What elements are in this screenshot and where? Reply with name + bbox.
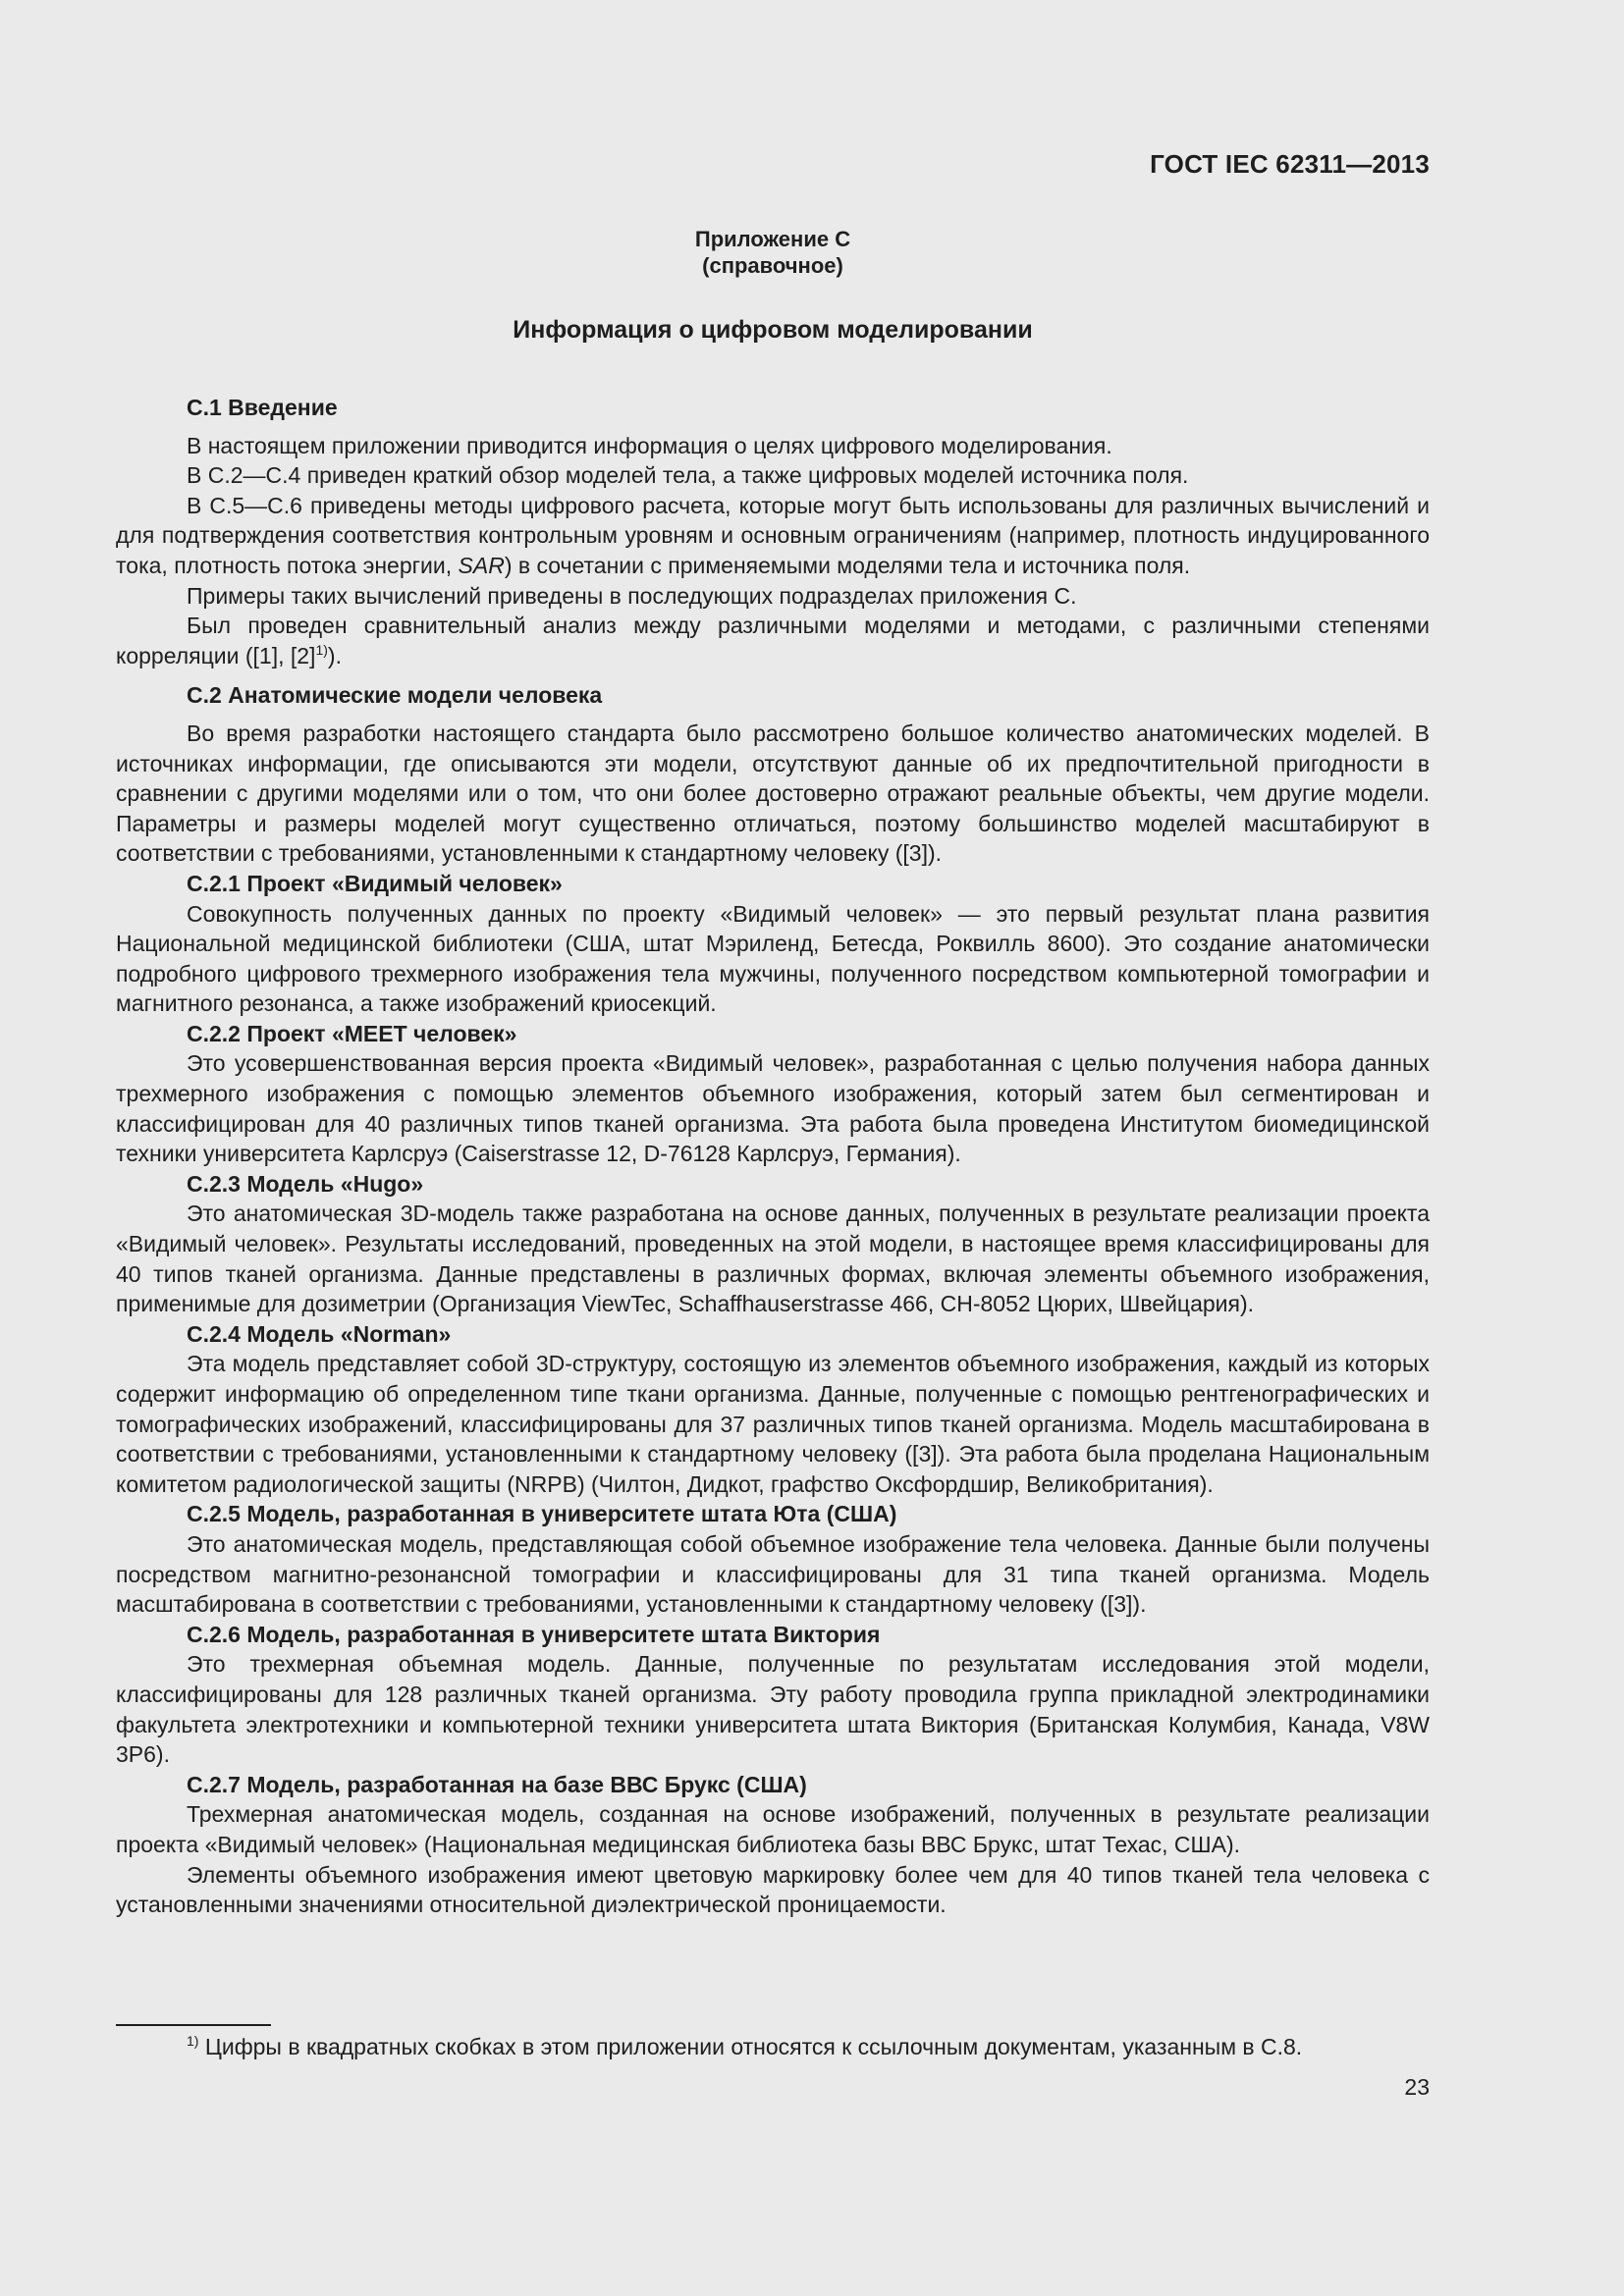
appendix-heading	[116, 226, 1430, 279]
paragraph: Элементы объемного изображения имеют цветовую маркировку более чем для 40 типов тканей тела человека с установленными значениями относительной диэлектрической проницаемости.	[116, 1861, 1430, 1918]
page-number: 23	[1404, 2074, 1430, 2100]
text-run: В С.5—С.6 приведены методы цифрового расчета, которые могут быть использованы для различных вычислений и для подтверждения соответствия контрольным уровням и основным ограничениям (например, плотность индуцированного тока, плотность потока энергии,	[116, 492, 1430, 578]
document-code: ГОСТ IEC 62311—2013	[1150, 149, 1430, 179]
subsection-heading: С.2.4 Модель «Norman»	[187, 1320, 452, 1347]
paragraph: В настоящем приложении приводится информация о целях цифрового моделирования.	[187, 432, 1112, 458]
subsection-heading: С.2.3 Модель «Hugo»	[187, 1170, 424, 1197]
paragraph: Это трехмерная объемная модель. Данные, полученные по результатам исследования этой модели, классифицированы для 128 различных тканей организма. Эту работу проводила группа прикладной электродинамики факультета электротехники и компьютерной техники университета штата Виктория (Британская Колумбия, Канада, V8W 3P6).	[116, 1651, 1430, 1768]
paragraph	[116, 491, 1430, 581]
footnote-reference: 1)	[315, 641, 328, 658]
footnote-text: Цифры в квадратных скобках в этом приложении относятся к ссылочным документам, указанным в С.8.	[198, 2034, 1303, 2059]
text-run: Был проведен сравнительный анализ между различными моделями и методами, с различными степенями корреляции ([1], [2]	[116, 613, 1430, 668]
footnote	[187, 2032, 1302, 2061]
appendix-type: (справочное)	[702, 253, 843, 278]
paragraph: Совокупность полученных данных по проекту «Видимый человек» — это первый результат плана развития Национальной медицинской библиотеки (США, штат Мэриленд, Бетесда, Роквилль 8600). Это создание анатомически подробного цифрового трехмерного изображения тела мужчины, полученного посредством компьютерной томографии и магнитного резонанса, а также изображений криосекций.	[116, 900, 1430, 1017]
text-run: ) в сочетании с применяемыми моделями тела и источника поля.	[504, 552, 1191, 578]
subsection-heading: С.2.7 Модель, разработанная на базе ВВС Брукс (США)	[187, 1771, 807, 1797]
document-page	[116, 0, 1430, 2296]
subsection-heading: С.2.2 Проект «MEET человек»	[187, 1020, 517, 1046]
paragraph: Трехмерная анатомическая модель, созданная на основе изображений, полученных в результате реализации проекта «Видимый человек» (Национальная медицинская библиотека базы ВВС Брукс, штат Техас, США).	[116, 1801, 1430, 1857]
subsection-heading: С.2.6 Модель, разработанная в университете штата Виктория	[187, 1621, 881, 1647]
footnote-mark: 1)	[187, 2033, 199, 2049]
section-heading: С.1 Введение	[187, 395, 338, 420]
paragraph: Это анатомическая 3D-модель также разработана на основе данных, полученных в результате реализации проекта «Видимый человек». Результаты исследований, проведенных на этой модели, в настоящее время классифицированы для 40 типов тканей организма. Данные представлены в различных формах, включая элементы объемного изображения, применимые для дозиметрии (Организация ViewTec, Schaffhauserstrasse 466, CH-8052 Цюрих, Швейцария).	[116, 1201, 1430, 1317]
paragraph	[116, 611, 1430, 670]
paragraph: Во время разработки настоящего стандарта было рассмотрено большое количество анатомических моделей. В источниках информации, где описываются эти модели, отсутствуют данные об их предпочтительной пригодности в сравнении с другими моделями или о том, что они более достоверно отражают реальные объекты, чем другие модели. Параметры и размеры моделей могут существенно отличаться, поэтому большинство моделей масштабируют в соответствии с требованиями, установленными к стандартному человеку ([3]).	[116, 720, 1430, 867]
paragraph: Это усовершенствованная версия проекта «Видимый человек», разработанная с целью получения набора данных трехмерного изображения с помощью элементов объемного изображения, который затем был сегментирован и классифицирован для 40 различных типов тканей организма. Эта работа была проведена Институтом биомедицинской техники университета Карлсруэ (Caiserstrasse 12, D-76128 Карлсруэ, Германия).	[116, 1050, 1430, 1167]
document-body	[116, 393, 1430, 1920]
appendix-label: Приложение С	[694, 227, 851, 251]
paragraph: В С.2—С.4 приведен краткий обзор моделей тела, а также цифровых моделей источника поля.	[187, 462, 1189, 489]
footnote-divider	[116, 2024, 271, 2026]
subsection-heading: С.2.5 Модель, разработанная в университете штата Юта (США)	[187, 1501, 897, 1527]
paragraph: Это анатомическая модель, представляющая собой объемное изображение тела человека. Данные были получены посредством магнитно-резонансной томографии и классифицированы для 31 типа тканей организма. Модель масштабирована в соответствии с требованиями, установленными к стандартному человеку ([3]).	[116, 1530, 1430, 1618]
section-heading: С.2 Анатомические модели человека	[187, 682, 603, 709]
subsection-heading: С.2.1 Проект «Видимый человек»	[187, 870, 563, 896]
paragraph: Эта модель представляет собой 3D-структуру, состоящую из элементов объемного изображения, каждый из которых содержит информацию об определенном типе ткани организма. Данные, полученные с помощью рентгенографических и томографических изображений, классифицированы для 37 различных типов тканей организма. Модель масштабирована в соответствии с требованиями, установленными к стандартному человеку ([3]). Эта работа была проделана Национальным комитетом радиологической защиты (NRPB) (Чилтон, Дидкот, графство Оксфордшир, Великобритания).	[116, 1351, 1430, 1497]
emphasis: SAR	[458, 552, 505, 578]
paragraph: Примеры таких вычислений приведены в последующих подразделах приложения С.	[187, 582, 1077, 609]
appendix-title: Информация о цифровом моделировании	[513, 316, 1033, 344]
text-run: ).	[327, 642, 342, 668]
